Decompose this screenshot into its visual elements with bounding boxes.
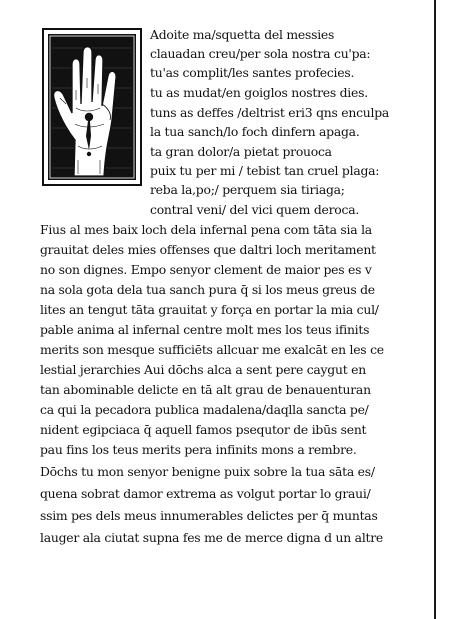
page-edge-rule (434, 0, 436, 619)
pierced-hand-woodcut-icon (42, 28, 142, 186)
text-line: pau fins los teus merits pera infinits mons a rembre. (40, 442, 357, 457)
text-line: la tua sanch/lo foch dinfern apaga. (150, 124, 360, 139)
text-line: ta gran dolor/a pietat prouoca (150, 144, 332, 159)
text-line: merits son mesque sufficiēts allcuar me exalcāt en les ce (40, 342, 384, 357)
text-line: ssim pes dels meus innumerables delictes per q̄ muntas (40, 508, 378, 523)
text-line: tu'as complit/les santes profecies. (150, 65, 355, 80)
text-line: lauger ala ciutat supna fes me de merce digna d un altre (40, 530, 384, 545)
text-line: lites an tengut tāta grauitat y força en portar la mia cul/ (40, 302, 379, 317)
text-line: tuns as deffes /deltrist eri3 qns enculpa (150, 105, 390, 120)
text-line: Fius al mes baix loch dela infernal pena com tāta sia la (40, 222, 372, 237)
text-line: no son dignes. Empo senyor clement de maior pes es v (40, 262, 372, 277)
text-line: clauadan creu/per sola nostra cu'pa: (150, 46, 371, 61)
text-line: quena sobrat damor extrema as volgut portar lo graui/ (40, 486, 371, 501)
text-line: pable anima al infernal centre molt mes los teus ifinits (40, 322, 370, 337)
text-line: puix tu per mi / tebist tan cruel plaga: (150, 163, 380, 178)
text-line: contral veni/ del vici quem deroca. (150, 202, 360, 217)
text-line: nident egipciaca q̄ aquell famos psequtor de ibūs sent (40, 422, 367, 437)
text-line: lestial jerarchies Aui dōchs alca a sent pere caygut en (40, 362, 366, 377)
text-line: tu as mudat/en goiglos nostres dies. (150, 85, 368, 100)
text-line: Dōchs tu mon senyor benigne puix sobre la tua sāta es/ (40, 464, 375, 479)
text-line: tan abominable delicte en tā alt grau de benauenturan (40, 382, 371, 397)
text-line: reba la,po;/ perquem sia tiriaga; (150, 182, 345, 197)
text-line: Adoite ma/squetta del messies (150, 27, 335, 42)
text-line: ca qui la pecadora publica madalena/daqlla sancta pe/ (40, 402, 369, 417)
text-line: grauitat deles mies offenses que daltri loch meritament (40, 242, 376, 257)
text-line: na sola gota dela tua sanch pura q̄ si los meus greus de (40, 282, 375, 297)
